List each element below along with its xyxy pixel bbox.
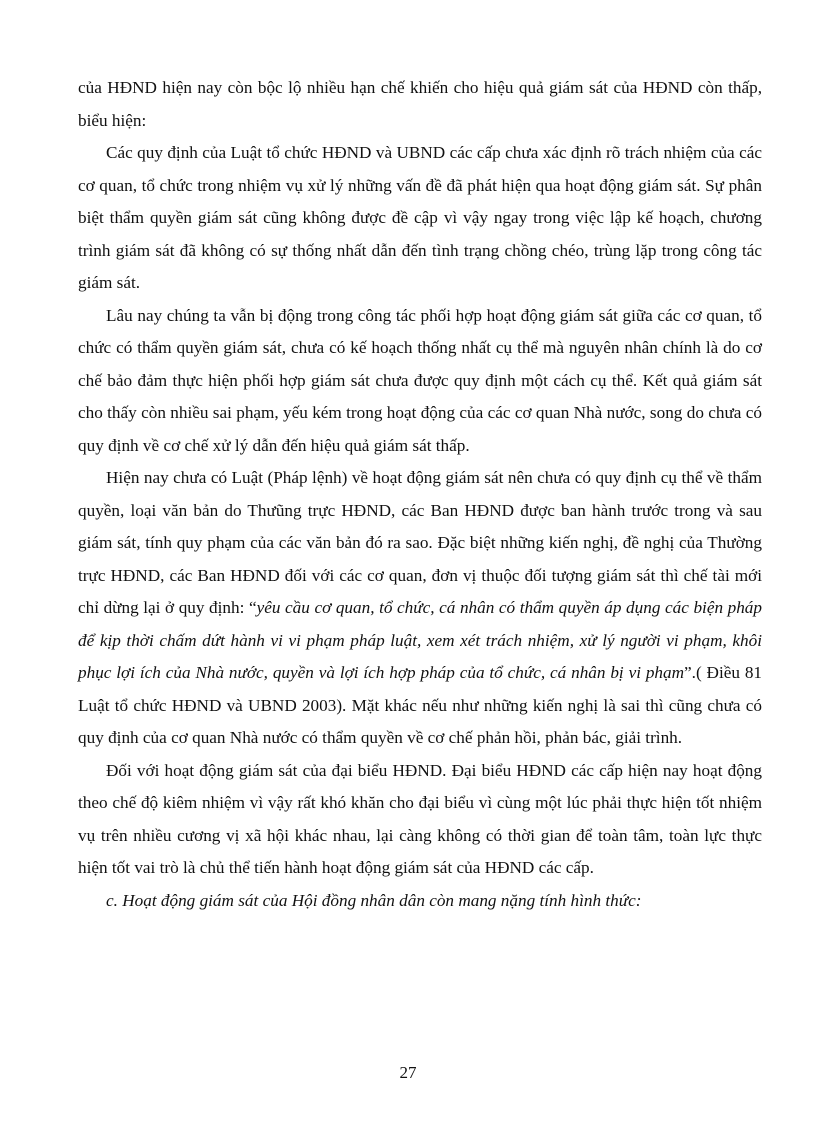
legal-quote: yêu cầu cơ quan, tổ chức, cá nhân có thẩm quyền áp dụng các biện pháp để kịp thời chấm dứt hành vi vi phạm pháp luật, xem xét trách nhiệm, xử lý người vi phạm, khôi phục lợi ích của Nhà nước, quyền và lợi ích hợp pháp của tổ chức, cá nhân bị vi phạm — [78, 598, 762, 682]
paragraph-delegates: Đối với hoạt động giám sát của đại biểu HĐND. Đại biểu HĐND các cấp hiện nay hoạt động theo chế độ kiêm nhiệm vì vậy rất khó khăn cho đại biểu vì cùng một lúc phải thực hiện tốt nhiệm vụ trên nhiều cương vị xã hội khác nhau, lại càng không có thời gian để toàn tâm, toàn lực thực hiện tốt vai trò là chủ thể tiến hành hoạt động giám sát của HĐND các cấp. — [78, 760, 762, 877]
page-number: 27 — [399, 1063, 417, 1082]
paragraph-no-law — [78, 462, 762, 755]
paragraph-text: Hiện nay chưa có Luật (Pháp lệnh) về hoạt động giám sát nên chưa có quy định cụ thể về thẩm quyền, loại văn bản do Thưũng trực HĐND, các Ban HĐND được ban hành trước trong và sau giám sát, tính quy phạm của các văn bản đó ra sao. Đặc biệt những kiến nghị, đề nghị của Thường trực HĐND, các Ban HĐND đối với các cơ quan, đơn vị thuộc đối tượng giám sát thì chế tài mới chỉ dừng lại ở quy định: “ — [78, 468, 762, 617]
paragraph-coordination: Lâu nay chúng ta vẫn bị động trong công tác phối hợp hoạt động giám sát giữa các cơ quan, tổ chức có thẩm quyền giám sát, chưa có kế hoạch thống nhất cụ thể mà nguyên nhân chính là do cơ chế bảo đảm thực hiện phối hợp giám sát chưa được quy định một cách cụ thể. Kết quả giám sát cho thấy còn nhiều sai phạm, yếu kém trong hoạt động của các cơ quan Nhà nước, song do chưa có quy định về cơ chế xử lý dẫn đến hiệu quả giám sát thấp. — [78, 305, 762, 455]
paragraph-text: ”.( Điều 81 Luật tổ chức HĐND và UBND 2003). Mặt khác nếu như những kiến nghị là sai thì cũng chưa có quy định của cơ quan Nhà nước có thẩm quyền về cơ chế phản hồi, phản bác, giải trình. — [78, 663, 763, 747]
paragraph-legal-provisions: Các quy định của Luật tổ chức HĐND và UBND các cấp chưa xác định rõ trách nhiệm của các cơ quan, tổ chức trong nhiệm vụ xử lý những vấn đề đã phát hiện qua hoạt động giám sát. Sự phân biệt thẩm quyền giám sát cũng không được đề cập vì vậy ngay trong việc lập kế hoạch, chương trình giám sát đã không có sự thống nhất dẫn đến tình trạng chồng chéo, trùng lặp trong công tác giám sát. — [78, 143, 762, 292]
document-body — [78, 72, 762, 917]
section-heading: c. Hoạt động giám sát của Hội đồng nhân dân còn mang nặng tính hình thức: — [106, 890, 642, 910]
paragraph-continuation: của HĐND hiện nay còn bộc lộ nhiều hạn chế khiến cho hiệu quả giám sát của HĐND còn thấp, biểu hiện: — [78, 78, 762, 130]
